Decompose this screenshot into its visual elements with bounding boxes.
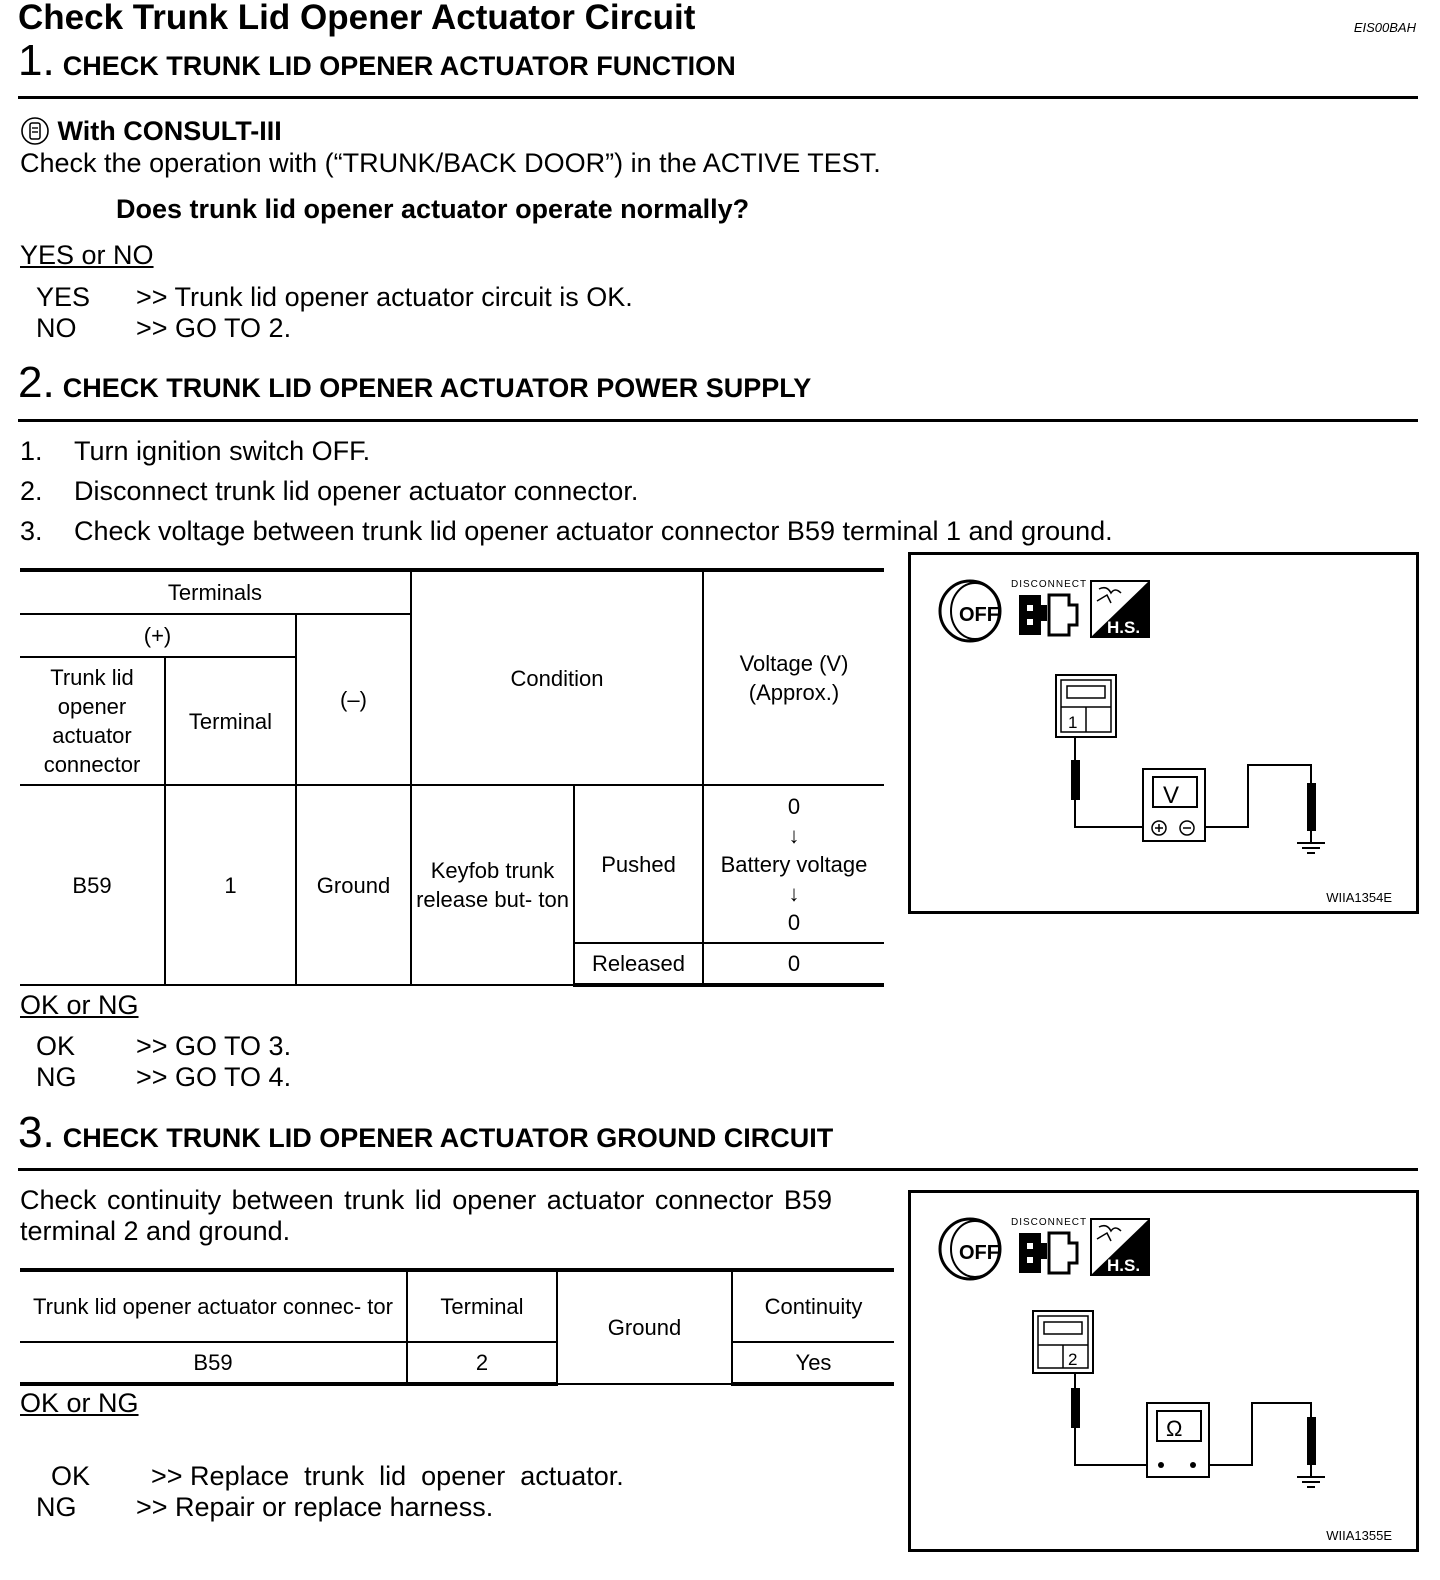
result-item-yes [20, 282, 633, 313]
section-number: 2. [18, 358, 55, 407]
disconnect-icon [1011, 1217, 1087, 1273]
ignition-off-icon [940, 581, 1000, 641]
cell-released: Released [574, 943, 703, 985]
procedure-steps [20, 436, 1113, 556]
cell-switch: Keyfob trunk release but- ton [411, 785, 574, 985]
result-text: >> Replace trunk lid opener actuator. [151, 1461, 624, 1491]
meter-symbol: V [1163, 782, 1180, 809]
connector-b59-icon [1033, 1311, 1093, 1373]
continuity-circuit-diagram [911, 1193, 1416, 1549]
step-item: 3. Check voltage between trunk lid opener actuator connector B59 terminal 1 and ground. [20, 516, 1113, 546]
page-title: Check Trunk Lid Opener Actuator Circuit [18, 0, 696, 37]
continuity-spec-table [20, 1268, 894, 1386]
header-plus: (+) [20, 614, 296, 657]
section-title: CHECK TRUNK LID OPENER ACTUATOR FUNCTION [62, 51, 736, 81]
result-text: >> GO TO 3. [136, 1031, 292, 1061]
section-number: 3. [18, 1108, 55, 1157]
section-number: 1. [18, 36, 55, 85]
cell-released-voltage: 0 [703, 943, 884, 985]
section-2-result-label: OK or NG [20, 990, 139, 1020]
meter-symbol: Ω [1166, 1416, 1183, 1441]
cell-continuity: Yes [732, 1342, 894, 1384]
ground-symbol-icon [1297, 843, 1325, 853]
result-key: OK [36, 1031, 76, 1061]
consult-label: With CONSULT-III [57, 116, 282, 146]
section-3-result-label: OK or NG [20, 1388, 139, 1418]
terminal-number: 1 [1068, 713, 1078, 732]
header-connector: Trunk lid opener actuator connec- tor [20, 1270, 407, 1342]
cell-pushed-voltage [703, 785, 884, 943]
voltage-spec-table [20, 568, 884, 987]
step-item: 1. Turn ignition switch OFF. [20, 436, 371, 466]
result-text: >> Repair or replace harness. [136, 1492, 494, 1522]
voltage-end: 0 [787, 909, 801, 935]
consult-icon [20, 116, 50, 146]
down-arrow-icon: ↓ [788, 880, 800, 906]
result-item-ok [20, 1430, 624, 1492]
voltage-battery: Battery voltage [720, 851, 868, 877]
cell-pushed: Pushed [574, 785, 703, 943]
result-key: NO [36, 313, 77, 343]
section-3-instruction-line2: terminal 2 and ground. [20, 1216, 291, 1246]
ohmmeter-icon [1147, 1403, 1209, 1477]
cell-ground: Ground [557, 1270, 732, 1384]
step-item: 2. Disconnect trunk lid opener actuator connector. [20, 476, 639, 506]
disconnect-text: DISCONNECT [1011, 579, 1088, 590]
section-3-heading [18, 1108, 833, 1158]
connector-b59-icon [1056, 675, 1116, 737]
result-text: >> Trunk lid opener actuator circuit is OK. [136, 282, 633, 312]
figure-caption: WIIA1355E [1326, 1528, 1392, 1543]
header-connector: Trunk lid opener actuator connector [20, 657, 165, 785]
section-1-question: Does trunk lid opener actuator operate normally? [116, 194, 750, 224]
cell-terminal: 2 [407, 1342, 557, 1384]
cell-ground: Ground [296, 785, 411, 985]
off-text: OFF [959, 604, 999, 626]
header-condition: Condition [411, 570, 703, 785]
ground-symbol-icon [1297, 1477, 1325, 1487]
section-1-instruction: Check the operation with (“TRUNK/BACK DOOR”) in the ACTIVE TEST. [20, 148, 881, 178]
down-arrow-icon: ↓ [788, 822, 800, 848]
disconnect-icon [1011, 579, 1087, 635]
cell-connector: B59 [20, 785, 165, 985]
ground-wire [1205, 765, 1316, 843]
header-terminal: Terminal [407, 1270, 557, 1342]
hs-text: H.S. [1107, 1256, 1141, 1275]
harness-sensor-icon [1091, 581, 1149, 637]
voltage-start: 0 [787, 793, 801, 819]
section-divider [18, 96, 1418, 99]
probe-wire [1071, 1373, 1147, 1465]
header-minus: (–) [296, 614, 411, 785]
result-text: >> GO TO 2. [136, 313, 292, 343]
header-voltage: Voltage (V) (Approx.) [703, 570, 884, 785]
off-text: OFF [959, 1242, 999, 1264]
section-title: CHECK TRUNK LID OPENER ACTUATOR POWER SUPPLY [62, 373, 812, 403]
continuity-check-figure [908, 1190, 1419, 1552]
result-item-no [20, 313, 291, 344]
section-1-heading [18, 36, 736, 86]
voltage-circuit-diagram [911, 555, 1416, 911]
section-divider [18, 1168, 1418, 1171]
header-terminals: Terminals [20, 570, 411, 614]
cell-terminal: 1 [165, 785, 296, 985]
voltage-check-figure [908, 552, 1419, 914]
result-item-ng [20, 1492, 493, 1523]
result-key: NG [36, 1062, 77, 1092]
section-3-instruction-line1: Check continuity between trunk lid opener actuator connector B59 [20, 1185, 832, 1215]
section-2-heading [18, 358, 811, 408]
result-key: OK [51, 1461, 91, 1491]
result-item-ng [20, 1062, 291, 1093]
result-item-ok [20, 1031, 291, 1062]
result-key: YES [36, 282, 91, 312]
document-id: EIS00BAH [1353, 20, 1416, 35]
section-divider [18, 419, 1418, 422]
terminal-number: 2 [1068, 1350, 1078, 1369]
section-title: CHECK TRUNK LID OPENER ACTUATOR GROUND CIRCUIT [62, 1123, 834, 1153]
result-key: NG [36, 1492, 77, 1522]
ignition-off-icon [940, 1219, 1000, 1279]
disconnect-text: DISCONNECT [1011, 1217, 1088, 1228]
consult-heading [20, 116, 282, 147]
header-continuity: Continuity [732, 1270, 894, 1342]
hs-text: H.S. [1107, 618, 1141, 637]
header-terminal: Terminal [165, 657, 296, 785]
voltmeter-icon [1143, 769, 1205, 841]
figure-caption: WIIA1354E [1326, 890, 1392, 905]
section-1-result-label: YES or NO [20, 240, 154, 270]
ground-wire [1209, 1403, 1316, 1477]
probe-wire [1071, 737, 1143, 827]
cell-connector: B59 [20, 1342, 407, 1384]
result-text: >> GO TO 4. [136, 1062, 292, 1092]
harness-sensor-icon [1091, 1219, 1149, 1275]
